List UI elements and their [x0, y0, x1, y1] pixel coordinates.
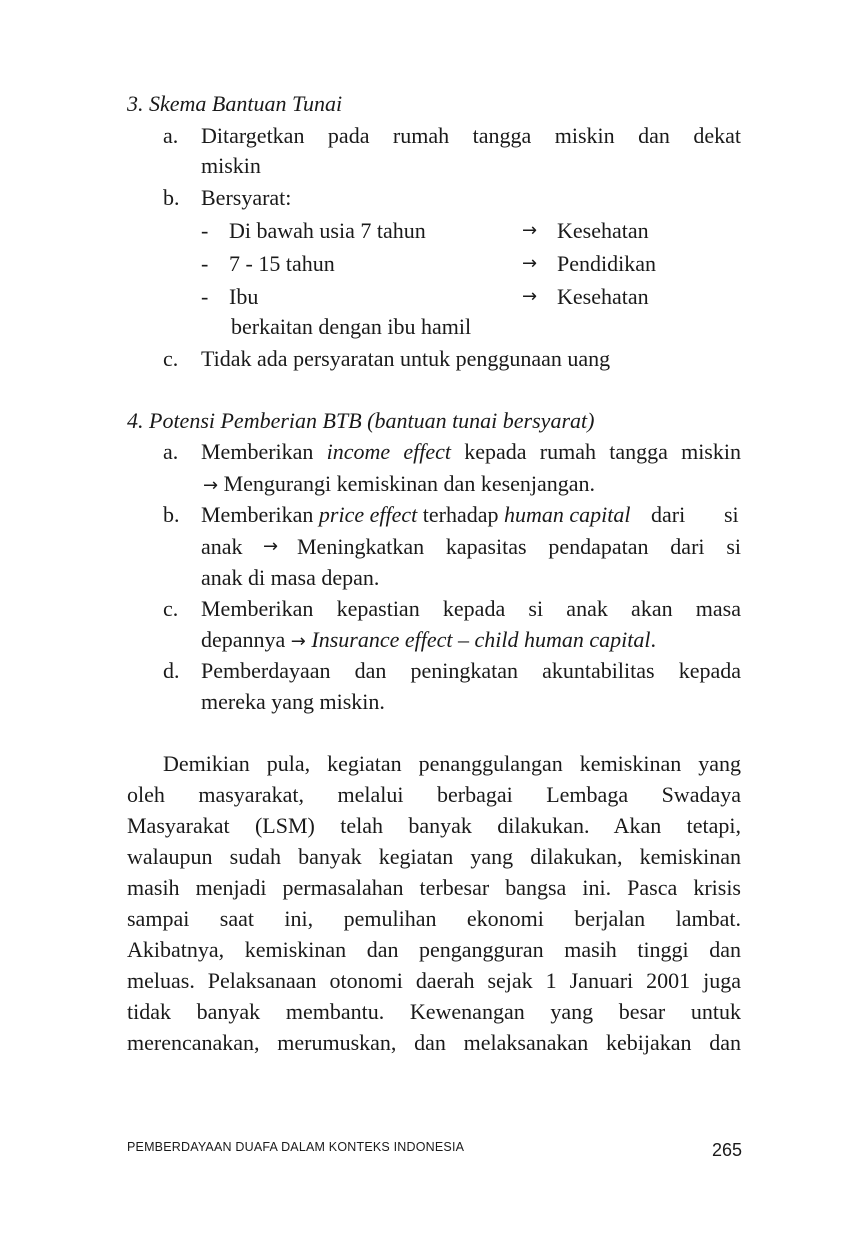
item-3c-marker: c.	[163, 346, 179, 371]
paragraph-line: Masyarakat (LSM) telah banyak dilakukan. Akan tetapi,	[127, 813, 741, 838]
condition-dash: -	[201, 284, 209, 309]
item-4b-pre: Memberikan	[201, 502, 319, 527]
paragraph-line: Demikian pula, kegiatan penanggulangan kemiskinan yang	[163, 751, 741, 776]
item-4b-emphasis-1: price effect	[318, 502, 418, 527]
item-4d-marker: d.	[163, 658, 180, 683]
condition-right: Kesehatan	[557, 218, 649, 243]
running-footer-title: PEMBERDAYAAN DUAFA DALAM KONTEKS INDONESIA	[127, 1140, 465, 1154]
condition-left: Di bawah usia 7 tahun	[229, 218, 426, 243]
item-4a-result: Mengurangi kemiskinan dan kesenjangan.	[218, 471, 596, 496]
item-4c-end: .	[650, 627, 656, 652]
item-3a-line-2: miskin	[201, 153, 261, 178]
item-4c-marker: c.	[163, 596, 179, 621]
item-4c-line-2	[201, 625, 656, 657]
page-number: 265	[711, 1140, 742, 1160]
item-4b-line-2-end: Meningkatkan kapasitas pendapatan dari si	[297, 534, 741, 559]
item-4c-line-1: Memberikan kepastian kepada si anak akan masa	[201, 596, 741, 621]
arrow-icon: →	[522, 253, 538, 274]
item-4a-post: kepada rumah tangga miskin	[451, 439, 741, 464]
item-3a-marker: a.	[163, 123, 179, 148]
section-4-heading: 4. Potensi Pemberian BTB (bantuan tunai bersyarat)	[127, 408, 595, 433]
condition-continuation: berkaitan dengan ibu hamil	[231, 314, 472, 339]
paragraph-line: tidak banyak membantu. Kewenangan yang besar untuk	[127, 999, 741, 1024]
section-3-heading: 3. Skema Bantuan Tunai	[127, 91, 343, 116]
item-4b-dari: dari	[651, 502, 686, 527]
paragraph-line: meluas. Pelaksanaan otonomi daerah sejak 1 Januari 2001 juga	[127, 968, 741, 993]
item-4b-emphasis-2: human capital	[503, 502, 631, 527]
condition-left: 7 - 15 tahun	[229, 251, 335, 276]
condition-right: Pendidikan	[557, 251, 656, 276]
item-4b-line-3: anak di masa depan.	[201, 565, 380, 590]
condition-dash: -	[201, 218, 209, 243]
item-4a-pre: Memberikan	[201, 439, 327, 464]
item-4d-line-2: mereka yang miskin.	[201, 689, 385, 714]
arrow-icon: →	[290, 631, 306, 652]
item-3a-line-1: Ditargetkan pada rumah tangga miskin dan dekat	[201, 123, 741, 148]
item-4c-pre: depannya	[201, 627, 291, 652]
item-4b-mid: terhadap	[417, 502, 504, 527]
condition-right: Kesehatan	[557, 284, 649, 309]
paragraph-line: oleh masyarakat, melalui berbagai Lembaga Swadaya	[127, 782, 741, 807]
paragraph-line: sampai saat ini, pemulihan ekonomi berjalan lambat.	[127, 906, 741, 931]
arrow-icon: →	[203, 475, 219, 496]
paragraph-line: walaupun sudah banyak kegiatan yang dilakukan, kemiskinan	[127, 844, 741, 869]
arrow-icon: →	[263, 536, 279, 557]
condition-left: Ibu	[229, 284, 259, 309]
item-3b-text: Bersyarat:	[201, 185, 292, 210]
item-3c-text: Tidak ada persyaratan untuk penggunaan uang	[201, 346, 611, 371]
item-4b-line-1	[201, 500, 630, 530]
item-4b-line-2-start: anak	[201, 534, 243, 559]
item-4d-line-1: Pemberdayaan dan peningkatan akuntabilitas kepada	[201, 658, 741, 683]
item-4c-emphasis: Insurance effect – child human capital	[305, 627, 651, 652]
paragraph-line: merencanakan, merumuskan, dan melaksanakan kebijakan dan	[127, 1030, 741, 1055]
item-3b-marker: b.	[163, 185, 180, 210]
paragraph-line: Akibatnya, kemiskinan dan pengangguran masih tinggi dan	[127, 937, 741, 962]
item-4a-line-2	[203, 469, 595, 501]
condition-dash: -	[201, 251, 209, 276]
paragraph-line: masih menjadi permasalahan terbesar bangsa ini. Pasca krisis	[127, 875, 741, 900]
arrow-icon: →	[522, 220, 538, 241]
item-4a-marker: a.	[163, 439, 179, 464]
item-4b-marker: b.	[163, 502, 180, 527]
item-4b-si: si	[724, 502, 739, 527]
item-4a-emphasis: income effect	[326, 439, 452, 464]
item-4a-line-1	[201, 437, 741, 467]
arrow-icon: →	[522, 286, 538, 307]
